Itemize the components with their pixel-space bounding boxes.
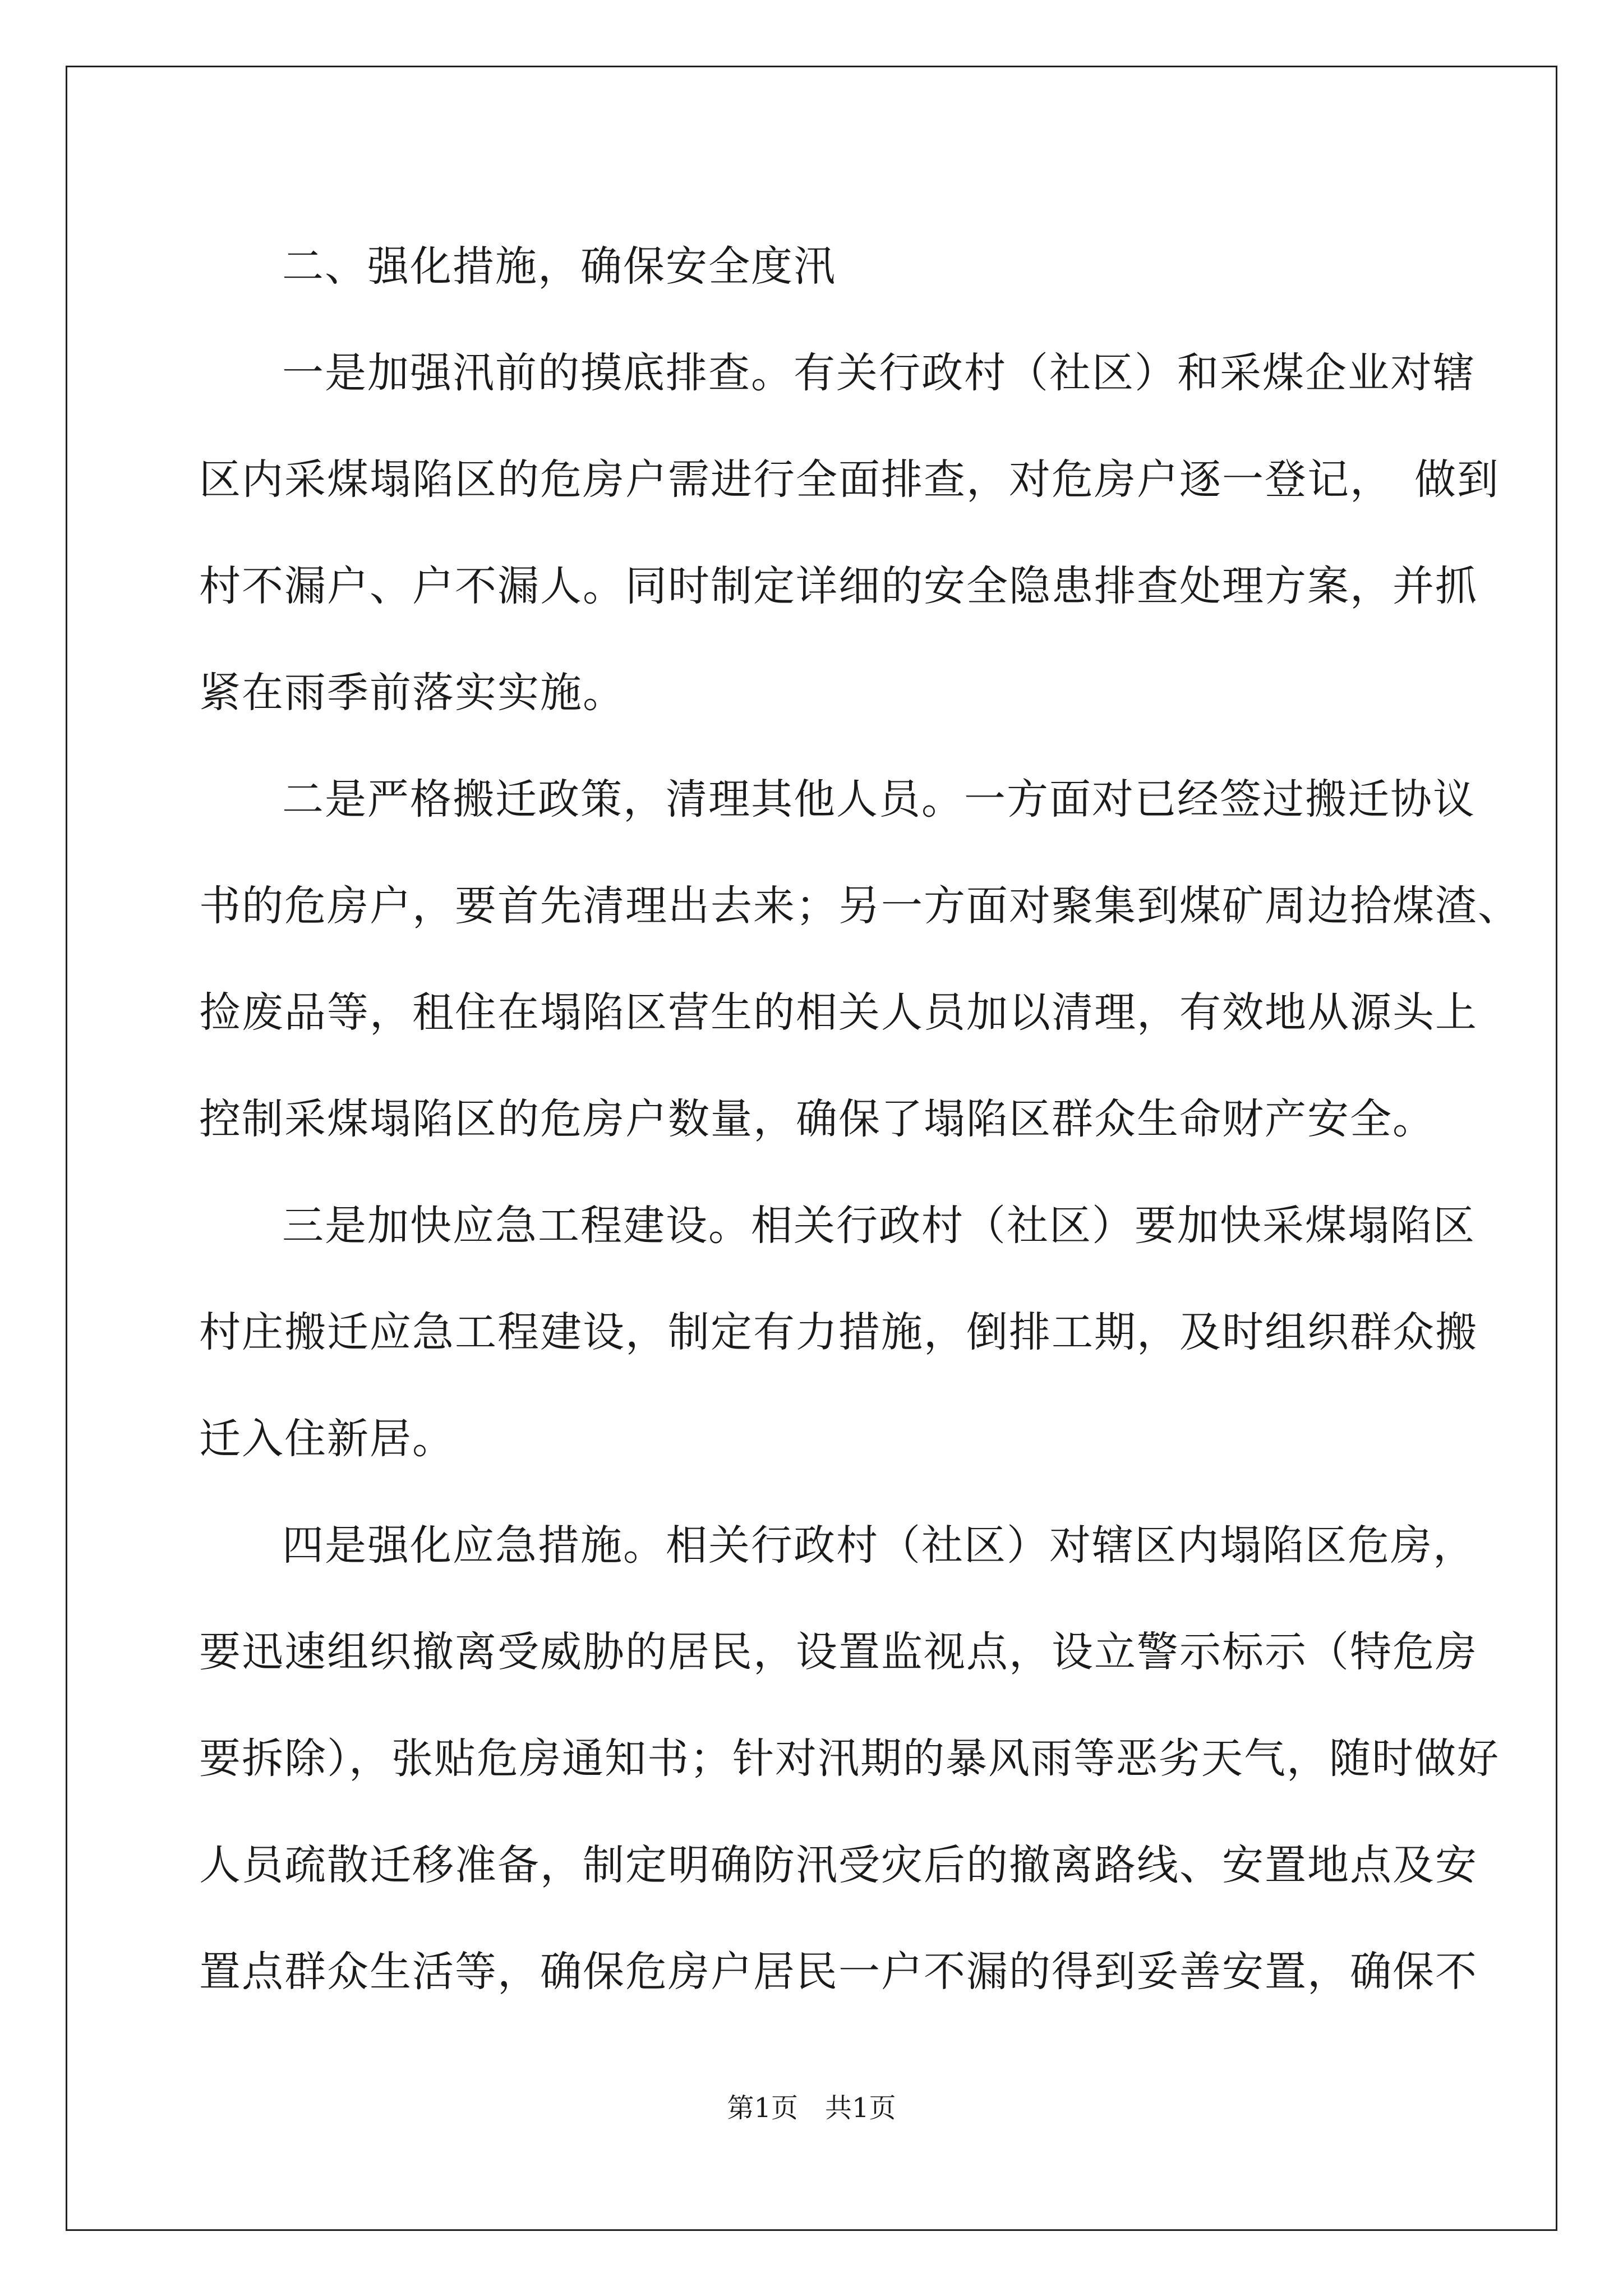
- paragraph-line: 一是加强汛前的摸底排查。有关行政村（社区）和采煤企业对辖: [282, 349, 1476, 397]
- paragraph-line: 捡废品等，租住在塌陷区营生的相关人员加以清理，有效地从源头上: [199, 988, 1478, 1037]
- section-heading: 二、强化措施，确保安全度汛: [282, 242, 836, 291]
- paragraph-line: 三是加快应急工程建设。相关行政村（社区）要加快采煤塌陷区: [282, 1202, 1476, 1250]
- paragraph-line: 要迅速组织撤离受威胁的居民，设置监视点，设立警示标示（特危房: [199, 1628, 1478, 1676]
- paragraph-line: 村庄搬迁应急工程建设，制定有力措施，倒排工期，及时组织群众搬: [199, 1308, 1478, 1356]
- document-body: [199, 213, 1520, 2025]
- paragraph-line: 控制采煤塌陷区的危房户数量，确保了塌陷区群众生命财产安全。: [199, 1095, 1435, 1143]
- paragraph-line: 四是强化应急措施。相关行政村（社区）对辖区内塌陷区危房，: [282, 1521, 1476, 1570]
- paragraph-line: 书的危房户，要首先清理出去来；另一方面对聚集到煤矿周边拾煤渣、: [199, 882, 1520, 930]
- paragraph-3: [199, 1172, 1478, 1492]
- paragraph-line: 迁入住新居。: [199, 1415, 455, 1463]
- paragraph-1: [199, 320, 1500, 746]
- paragraph-line: 二是严格搬迁政策，清理其他人员。一方面对已经签过搬迁协议: [282, 775, 1476, 823]
- page-number-footer: 第1页 共1页: [727, 2092, 896, 2124]
- paragraph-line: 人员疏散迁移准备，制定明确防汛受灾后的撤离路线、安置地点及安: [199, 1841, 1478, 1889]
- paragraph-4: [199, 1492, 1500, 2025]
- paragraph-line: 村不漏户、户不漏人。同时制定详细的安全隐患排查处理方案，并抓: [199, 562, 1478, 610]
- paragraph-line: 紧在雨季前落实实施。: [199, 669, 625, 717]
- paragraph-line: 要拆除），张贴危房通知书；针对汛期的暴风雨等恶劣天气，随时做好: [199, 1734, 1500, 1783]
- paragraph-2: [199, 746, 1520, 1172]
- paragraph-line: 置点群众生活等，确保危房户居民一户不漏的得到妥善安置，确保不: [199, 1948, 1478, 1996]
- paragraph-line: 区内采煤塌陷区的危房户需进行全面排查，对危房户逐一登记， 做到: [199, 455, 1500, 504]
